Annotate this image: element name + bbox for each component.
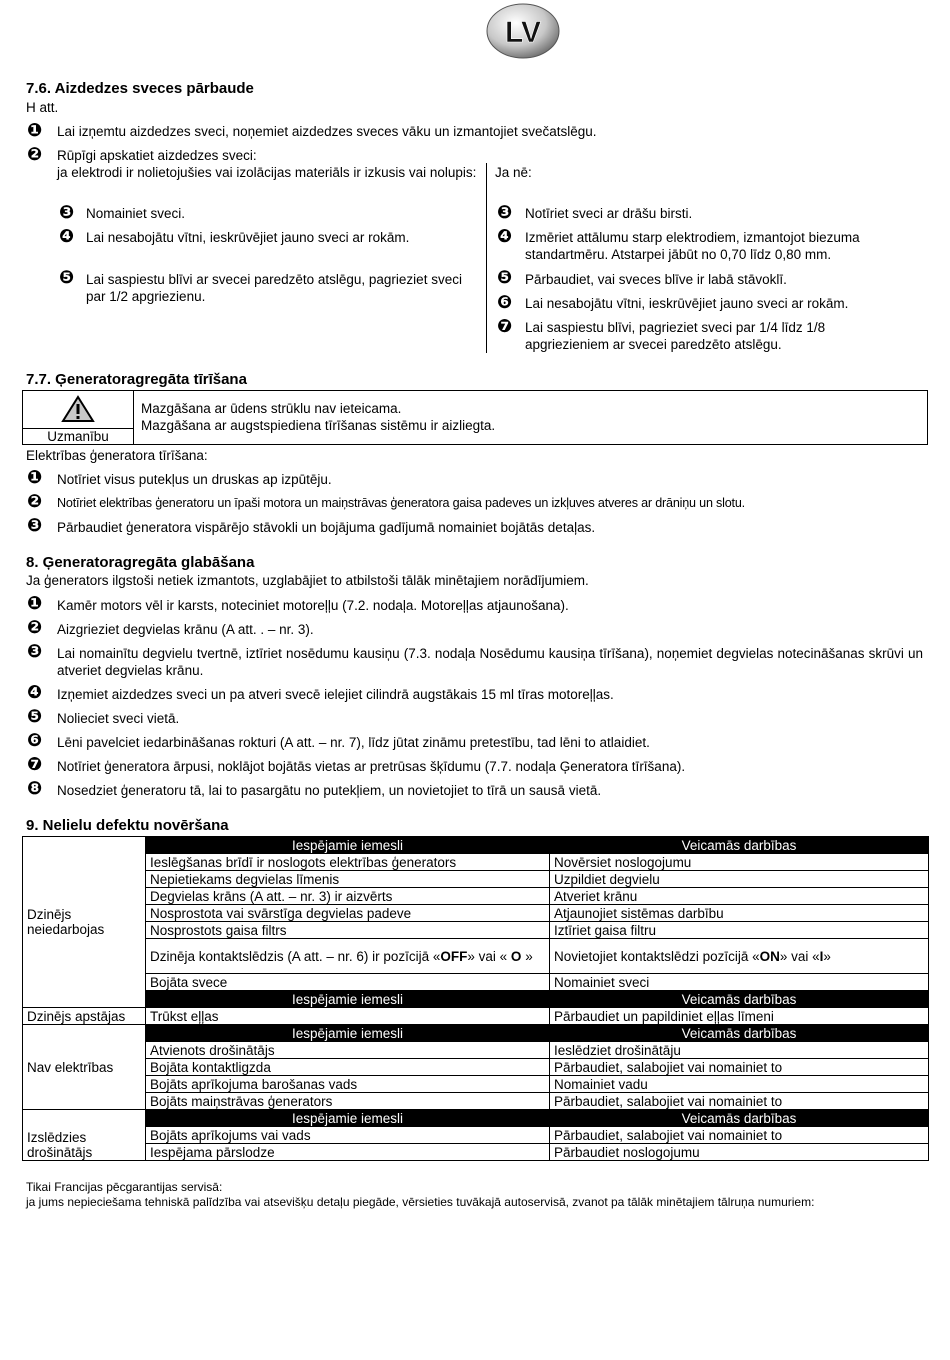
table-row <box>23 939 929 974</box>
footer-line-2: ja jums nepieciešama tehniskā palīdzība vai atsevišķu detaļu piegāde, vērsieties tuvākajā autoservisā, zvanot pa tālāk minētajiem tālruņa numuriem: <box>26 1195 815 1209</box>
cause-cell: Trūkst eļļas <box>146 1008 550 1025</box>
s76-left-step-5: Lai saspiestu blīvi ar svecei paredzēto atslēgu, pagrieziet sveci par 1/2 apgriezienu. <box>86 272 462 304</box>
step-number-1: ❶ <box>27 593 43 613</box>
step-number-2: ❷ <box>27 491 43 511</box>
group-no-power: Nav elektrības <box>23 1025 146 1110</box>
table-row <box>23 1008 929 1025</box>
i-label: I <box>819 948 824 964</box>
section-9-title: 9. Nelielu defektu novēršana <box>26 817 229 834</box>
column-divider <box>486 163 487 353</box>
action-cell: Pārbaudiet, salabojiet vai nomainiet to <box>550 1127 929 1144</box>
storage-step-2: Aizgrieziet degvielas krānu (A att. . – nr. 3). <box>57 622 314 637</box>
s76-right-step-5: Pārbaudiet, vai sveces blīve ir labā stāvoklī. <box>525 272 787 287</box>
step-number-3: ❸ <box>497 202 513 222</box>
switch-action-end: » <box>823 948 831 964</box>
table-row <box>23 854 929 871</box>
cause-cell: Degvielas krāns (A att. – nr. 3) ir aizvērts <box>146 888 550 905</box>
switch-action-mid: » vai « <box>779 948 820 964</box>
s76-left-step-4: Lai nesabojātu vītni, ieskrūvējiet jauno sveci ar rokām. <box>86 230 410 245</box>
step-number-3: ❸ <box>27 641 43 661</box>
caution-label: Uzmanību <box>23 428 133 444</box>
cause-cell: Bojāts aprīkojums vai vads <box>146 1127 550 1144</box>
step-number-4: ❹ <box>59 226 75 246</box>
switch-cause-mid: » vai « <box>467 948 511 964</box>
action-cell: Pārbaudiet, salabojiet vai nomainiet to <box>550 1093 929 1110</box>
footer-line-1: Tikai Francijas pēcgarantijas servisā: <box>26 1180 223 1194</box>
s76-right-step-4: Izmēriet attālumu starp elektrodiem, izmantojot biezuma standartmēru. Atstarpei jābūt no 0,70 līdz 0,80 mm. <box>525 230 860 262</box>
table-row <box>23 1093 929 1110</box>
header-actions: Veicamās darbības <box>550 837 929 854</box>
s76-step-2-condition: ja elektrodi ir nolietojušies vai izolācijas materiāls ir izkusis vai nolupis: <box>57 165 477 180</box>
action-cell: Ieslēdziet drošinātāju <box>550 1042 929 1059</box>
cleaning-step-1: Notīriet visus putekļus un druskas ap izpūtēju. <box>57 472 332 487</box>
table-header-row <box>23 991 929 1008</box>
off-label: OFF <box>440 948 468 964</box>
group-fuse-tripped: Izslēdzies drošinātājs <box>23 1110 146 1161</box>
caution-line-1: Mazgāšana ar ūdens strūklu nav ieteicama. <box>141 401 402 416</box>
group-engine-stops: Dzinējs apstājas <box>23 1008 146 1025</box>
cause-cell: Bojāta kontaktligzda <box>146 1059 550 1076</box>
caution-cell <box>23 391 134 444</box>
cause-cell: Atvienots drošinātājs <box>146 1042 550 1059</box>
troubleshooting-table <box>22 836 929 1161</box>
group-engine-no-start: Dzinējs neiedarbojas <box>23 837 146 1008</box>
logo-text: LV <box>504 16 542 49</box>
storage-step-6: Lēni pavelciet iedarbināšanas rokturi (A att. – nr. 7), līdz jūtat zināmu pretestību, tad lēni to atlaidiet. <box>57 735 650 750</box>
header-causes: Iespējamie iemesli <box>146 1025 550 1042</box>
warning-icon <box>61 395 95 423</box>
s76-step-2-title: Rūpīgi apskatiet aizdedzes sveci: <box>57 148 257 163</box>
step-number-7: ❼ <box>497 316 513 336</box>
action-cell: Nomainiet sveci <box>550 974 929 991</box>
storage-step-5: Nolieciet sveci vietā. <box>57 711 180 726</box>
storage-intro: Ja ģenerators ilgstoši netiek izmantots, uzglabājiet to atbilstoši tālāk minētajiem norādījumiem. <box>26 573 589 588</box>
s76-right-step-3: Notīriet sveci ar drāšu birsti. <box>525 206 693 221</box>
table-row <box>23 1059 929 1076</box>
cause-cell: Ieslēgšanas brīdī ir noslogots elektrības ģenerators <box>146 854 550 871</box>
action-cell: Novērsiet noslogojumu <box>550 854 929 871</box>
storage-step-4: Izņemiet aizdedzes sveci un pa atveri svecē ielejiet cilindrā augstākais 15 ml tīras motoreļļas. <box>57 687 614 702</box>
switch-action-text: Novietojiet kontaktslēdzi pozīcijā « <box>554 948 760 964</box>
header-actions: Veicamās darbības <box>550 1025 929 1042</box>
s76-right-step-7: Lai saspiestu blīvi, pagrieziet sveci par 1/4 līdz 1/8 apgriezieniem ar svecei paredzēto atslēgu. <box>525 320 826 352</box>
step-number-3: ❸ <box>59 202 75 222</box>
section-7-6-title: 7.6. Aizdedzes sveces pārbaude <box>26 80 254 97</box>
section-8-title: 8. Ģeneratoragregāta glabāšana <box>26 554 255 571</box>
table-row <box>23 905 929 922</box>
step-number-2: ❷ <box>27 617 43 637</box>
cause-cell: Nepietiekams degvielas līmenis <box>146 871 550 888</box>
action-cell: Pārbaudiet un papildiniet eļļas līmeni <box>550 1008 929 1025</box>
header-actions: Veicamās darbības <box>550 1110 929 1127</box>
table-row <box>23 1127 929 1144</box>
caution-text <box>141 400 495 434</box>
action-cell: Atveriet krānu <box>550 888 929 905</box>
storage-step-3: Lai nomainītu degvielu tvertnē, iztīriet nosēdumu kausiņu (7.3. nodaļa Nosēdumu kausiņa tīrīšana), noņemiet degvielas notecināšanas skrūvi un atveriet degvielas krānu. <box>57 646 923 678</box>
table-header-row <box>23 1025 929 1042</box>
table-header-row <box>23 837 929 854</box>
switch-cause-end: » <box>521 948 533 964</box>
cleaning-step-3: Pārbaudiet ģeneratora vispārējo stāvokli un bojājuma gadījumā nomainiet bojātās detaļas. <box>57 520 596 535</box>
s76-right-title: Ja nē: <box>495 165 532 180</box>
step-number-2: ❷ <box>27 144 43 164</box>
s76-right-step-6: Lai nesabojātu vītni, ieskrūvējiet jauno sveci ar rokām. <box>525 296 849 311</box>
caution-line-2: Mazgāšana ar augstspiediena tīrīšanas sistēmu ir aizliegta. <box>141 418 496 433</box>
table-row <box>23 1144 929 1161</box>
step-number-1: ❶ <box>27 120 43 140</box>
step-number-3: ❸ <box>27 515 43 535</box>
action-cell: Uzpildiet degvielu <box>550 871 929 888</box>
cleaning-step-2: Notīriet elektrības ģeneratoru un īpaši motora un maiņstrāvas ģeneratora gaisa padeves un izkļuves atveres ar drāniņu un slotu. <box>57 496 745 510</box>
step-number-1: ❶ <box>27 467 43 487</box>
action-cell: Iztīriet gaisa filtru <box>550 922 929 939</box>
table-row <box>23 974 929 991</box>
header-causes: Iespējamie iemesli <box>146 991 550 1008</box>
step-number-5: ❺ <box>27 706 43 726</box>
table-header-row <box>23 1110 929 1127</box>
header-actions: Veicamās darbības <box>550 991 929 1008</box>
footer-note <box>26 1180 814 1210</box>
table-row <box>23 888 929 905</box>
storage-step-7: Notīriet ģeneratora ārpusi, noklājot bojātās vietas ar pretrūsas šķīdumu (7.7. nodaļa Ģeneratora tīrīšana). <box>57 759 686 774</box>
table-row <box>23 1076 929 1093</box>
action-cell: Atjaunojiet sistēmas darbību <box>550 905 929 922</box>
header-causes: Iespējamie iemesli <box>146 1110 550 1127</box>
cause-cell: Bojāta svece <box>146 974 550 991</box>
figure-ref: H att. <box>26 100 59 115</box>
caution-box <box>22 390 928 445</box>
cause-cell: Nosprostots gaisa filtrs <box>146 922 550 939</box>
step-number-5: ❺ <box>59 267 75 287</box>
table-row <box>23 871 929 888</box>
table-row <box>23 922 929 939</box>
s76-step-1: Lai izņemtu aizdedzes sveci, noņemiet aizdedzes sveces vāku un izmantojiet svečatslēgu. <box>57 124 597 139</box>
lv-logo <box>485 2 561 60</box>
switch-cause-text: Dzinēja kontaktslēdzis (A att. – nr. 6) ir pozīcijā « <box>150 948 441 964</box>
step-number-4: ❹ <box>27 682 43 702</box>
step-number-8: ❽ <box>27 778 43 798</box>
cause-cell: Iespējama pārslodze <box>146 1144 550 1161</box>
action-cell: Pārbaudiet, salabojiet vai nomainiet to <box>550 1059 929 1076</box>
action-cell <box>550 939 929 974</box>
action-cell: Nomainiet vadu <box>550 1076 929 1093</box>
step-number-6: ❻ <box>497 292 513 312</box>
header-causes: Iespējamie iemesli <box>146 837 550 854</box>
section-7-7-title: 7.7. Ģeneratoragregāta tīrīšana <box>26 371 247 388</box>
cause-cell: Bojāts aprīkojuma barošanas vads <box>146 1076 550 1093</box>
storage-step-1: Kamēr motors vēl ir karsts, noteciniet motoreļļu (7.2. nodaļa. Motoreļļas atjaunošana). <box>57 598 569 613</box>
cause-cell <box>146 939 550 974</box>
on-label: ON <box>759 948 780 964</box>
cause-cell: Bojāts maiņstrāvas ģenerators <box>146 1093 550 1110</box>
s76-left-step-3: Nomainiet sveci. <box>86 206 186 221</box>
storage-step-8: Nosedziet ģeneratoru tā, lai to pasargātu no putekļiem, un novietojiet to tīrā un sausā vietā. <box>57 783 602 798</box>
step-number-5: ❺ <box>497 267 513 287</box>
step-number-6: ❻ <box>27 730 43 750</box>
step-number-7: ❼ <box>27 754 43 774</box>
o-label: O <box>510 948 522 964</box>
table-row <box>23 1042 929 1059</box>
cleaning-subtitle: Elektrības ģeneratora tīrīšana: <box>26 448 208 463</box>
step-number-4: ❹ <box>497 226 513 246</box>
action-cell: Pārbaudiet noslogojumu <box>550 1144 929 1161</box>
cause-cell: Nosprostota vai svārstīga degvielas padeve <box>146 905 550 922</box>
